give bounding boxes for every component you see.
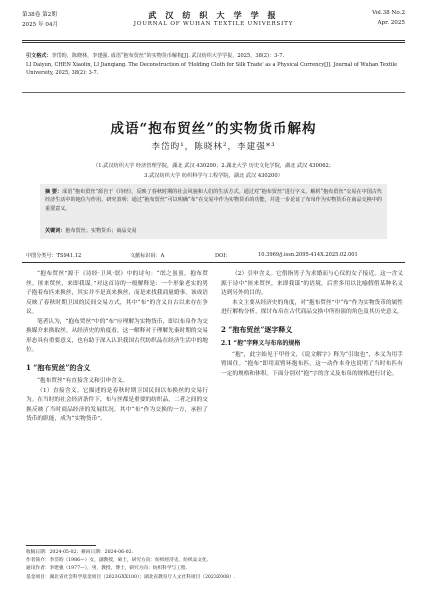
meta-divider [22, 262, 405, 263]
footnote-corresponding: 通讯作者：李建强（1977—），男，教授，博士，研究方向：纺织科学与工程. [26, 566, 188, 572]
citation-en: LI Daiyun, CHEN Xiaolin, LI Jianqiang. The Deconstruction of 'Holding Cloth for Silk Trade' as a Physical Currency[J]. Journal of Wuhan Textile University, 2025, 38(2): 3-7. [26, 61, 398, 77]
issue-date-en: Apr. 2025 [377, 20, 405, 26]
keywords-label: 关键词： [45, 228, 66, 234]
keywords-text: 抱布贸丝；实物货币；商品交易 [65, 228, 137, 234]
footnotes [26, 549, 403, 582]
footnote-divider [26, 545, 96, 546]
volume-issue-en: Vol.38 No.2 [372, 10, 405, 16]
footnote-received: 收稿日期：2024-05-02；修回日期：2024-06-02. [26, 550, 134, 555]
abstract-text: 成语“抱布贸丝”源自于《诗经》，反映了春秋时期的社会风貌和人们的生活方式。通过对“抱布贸丝”进行字义、解析“抱布贸丝”交易在中国古代经济生活中的地位与作用。研究表明：通过“抱布贸丝”可以明确“布”在交易中作为实物货币的功能，并进一步论证了布帛作为实物货币在商品交换中的重要意义。 [45, 189, 383, 212]
affiliation-line-2: 3.武汉纺织大学 纺织科学与工程学院，湖北 武汉 430200） [144, 173, 283, 179]
paragraph: （2）引申含义。它借指男子为求婚而与心仪的女子接近。这一含义源于诗中“匪来贸丝，来即我谋”的语境，后世多用以比喻假借某种名义达到另外的目的。 [221, 271, 403, 296]
citation-cn: 李岱昀，陈晓林，李建强. 成语“抱布贸丝”的实物货币解构[J]. 武汉纺织大学学报，2025，38(2)：3-7. [51, 53, 284, 59]
issue-date-cn: 2025 年 04月 [22, 22, 59, 28]
paragraph: “抱布贸丝”源于《诗经·卫风·氓》中的诗句：“氓之蚩蚩，抱布贸丝。匪来贸丝，来即我谋。”对这首诗的一般解释是：一个形象老实的男子抱着布匹来换丝，其实并不是真来换丝，而是来找我商量婚事。该成语反映了春秋时期卫国的民间交易方式，其中“布”的含义自古以来存在争议。 [26, 271, 208, 315]
doi-label: DOI： [215, 253, 231, 259]
doi-link[interactable]: 10.3969/j.issn.2095-414X.2025.02.001 [258, 252, 358, 258]
paragraph: （1）直接含义。它描述的是春秋时期卫国民间以布换丝的交易行为。在当时的社会经济条件下，布与丝都是重要的纺织品，二者之间的交换反映了当时商品经济的发展状况。其中“布”作为交换的一方，承担了货币的职能，成为“实物货币”。 [26, 387, 208, 422]
subsection-heading-2-1: 2.1 “抱”字释义与布帛的规格 [221, 340, 301, 347]
abstract [45, 188, 382, 213]
footnote-author: 作者简介：李岱昀（1986—）女，副教授，硕士，研究方向：纺织经济史、纺织品文化. [26, 558, 209, 564]
section-heading-1: 1 “抱布贸丝”的含义 [26, 362, 91, 372]
paragraph: 本文主要从经济史的角度，对“抱布贸丝”中“布”作为实物货币的属性进行解构分析，探讨布帛在古代商品交换中所扮演的角色及其历史意义。 [221, 299, 403, 315]
citation-block [26, 52, 403, 78]
volume-issue-cn: 第38卷 第2期 [22, 12, 57, 18]
keywords [45, 227, 382, 234]
body-column-right [221, 270, 403, 379]
header-rule-top [22, 40, 405, 41]
author-list: 李岱昀¹，陈晓林²，李建强*³ [151, 142, 276, 152]
clc-number: 中图分类号：TS941.12 [26, 253, 82, 259]
journal-name-cn: 武 汉 纺 织 大 学 学 报 [148, 10, 279, 20]
paragraph: “抱布贸丝”有直接含义和引申含义。 [37, 378, 129, 384]
footnote-fund: 基金项目：湖北省社会科学基金项目（2023GXX100）；湖北省教育厅人文社科项目（2023Z008）. [26, 574, 236, 580]
section-heading-2: 2 “抱布贸丝”逐字释义 [221, 324, 293, 334]
abstract-label: 摘 要： [45, 189, 63, 195]
paragraph: “抱”，此字始见于甲骨文，《说文解字》释为“引取也”，本义为用手臂围住。“抱布”即用双臂环抱布匹，这一动作本身也说明了当时布匹有一定的规格和体积。下面分别对“抱”字的含义及布帛的规格进行讨论。 [221, 351, 403, 377]
citation-label: 引文格式： [26, 53, 52, 59]
header-rule-bottom [22, 42, 405, 43]
journal-name-en: JOURNAL OF WUHAN TEXTILE UNIVERSITY [133, 21, 294, 27]
running-header [22, 9, 405, 43]
paragraph: 笔者认为，“抱布贸丝”中的“布”应理解为实物货币，即以布帛作为交换媒介来换取丝。从经济史的角度看，这一解释对于理解先秦时期的交易形态具有重要意义，也有助于深入认识我国古代纺织品在经济生活中的地位。 [26, 318, 208, 353]
citation-divider [22, 92, 405, 93]
affiliation-line-1: （1.武汉纺织大学 经济管理学院，湖北 武汉 430200；2.湖北大学 历史文化学院，湖北 武汉 430062； [93, 163, 334, 169]
body-column-left [26, 270, 208, 425]
document-code: 文献标识码：A [130, 253, 165, 259]
paper-title: 成语“抱布贸丝”的实物货币解构 [110, 121, 317, 137]
